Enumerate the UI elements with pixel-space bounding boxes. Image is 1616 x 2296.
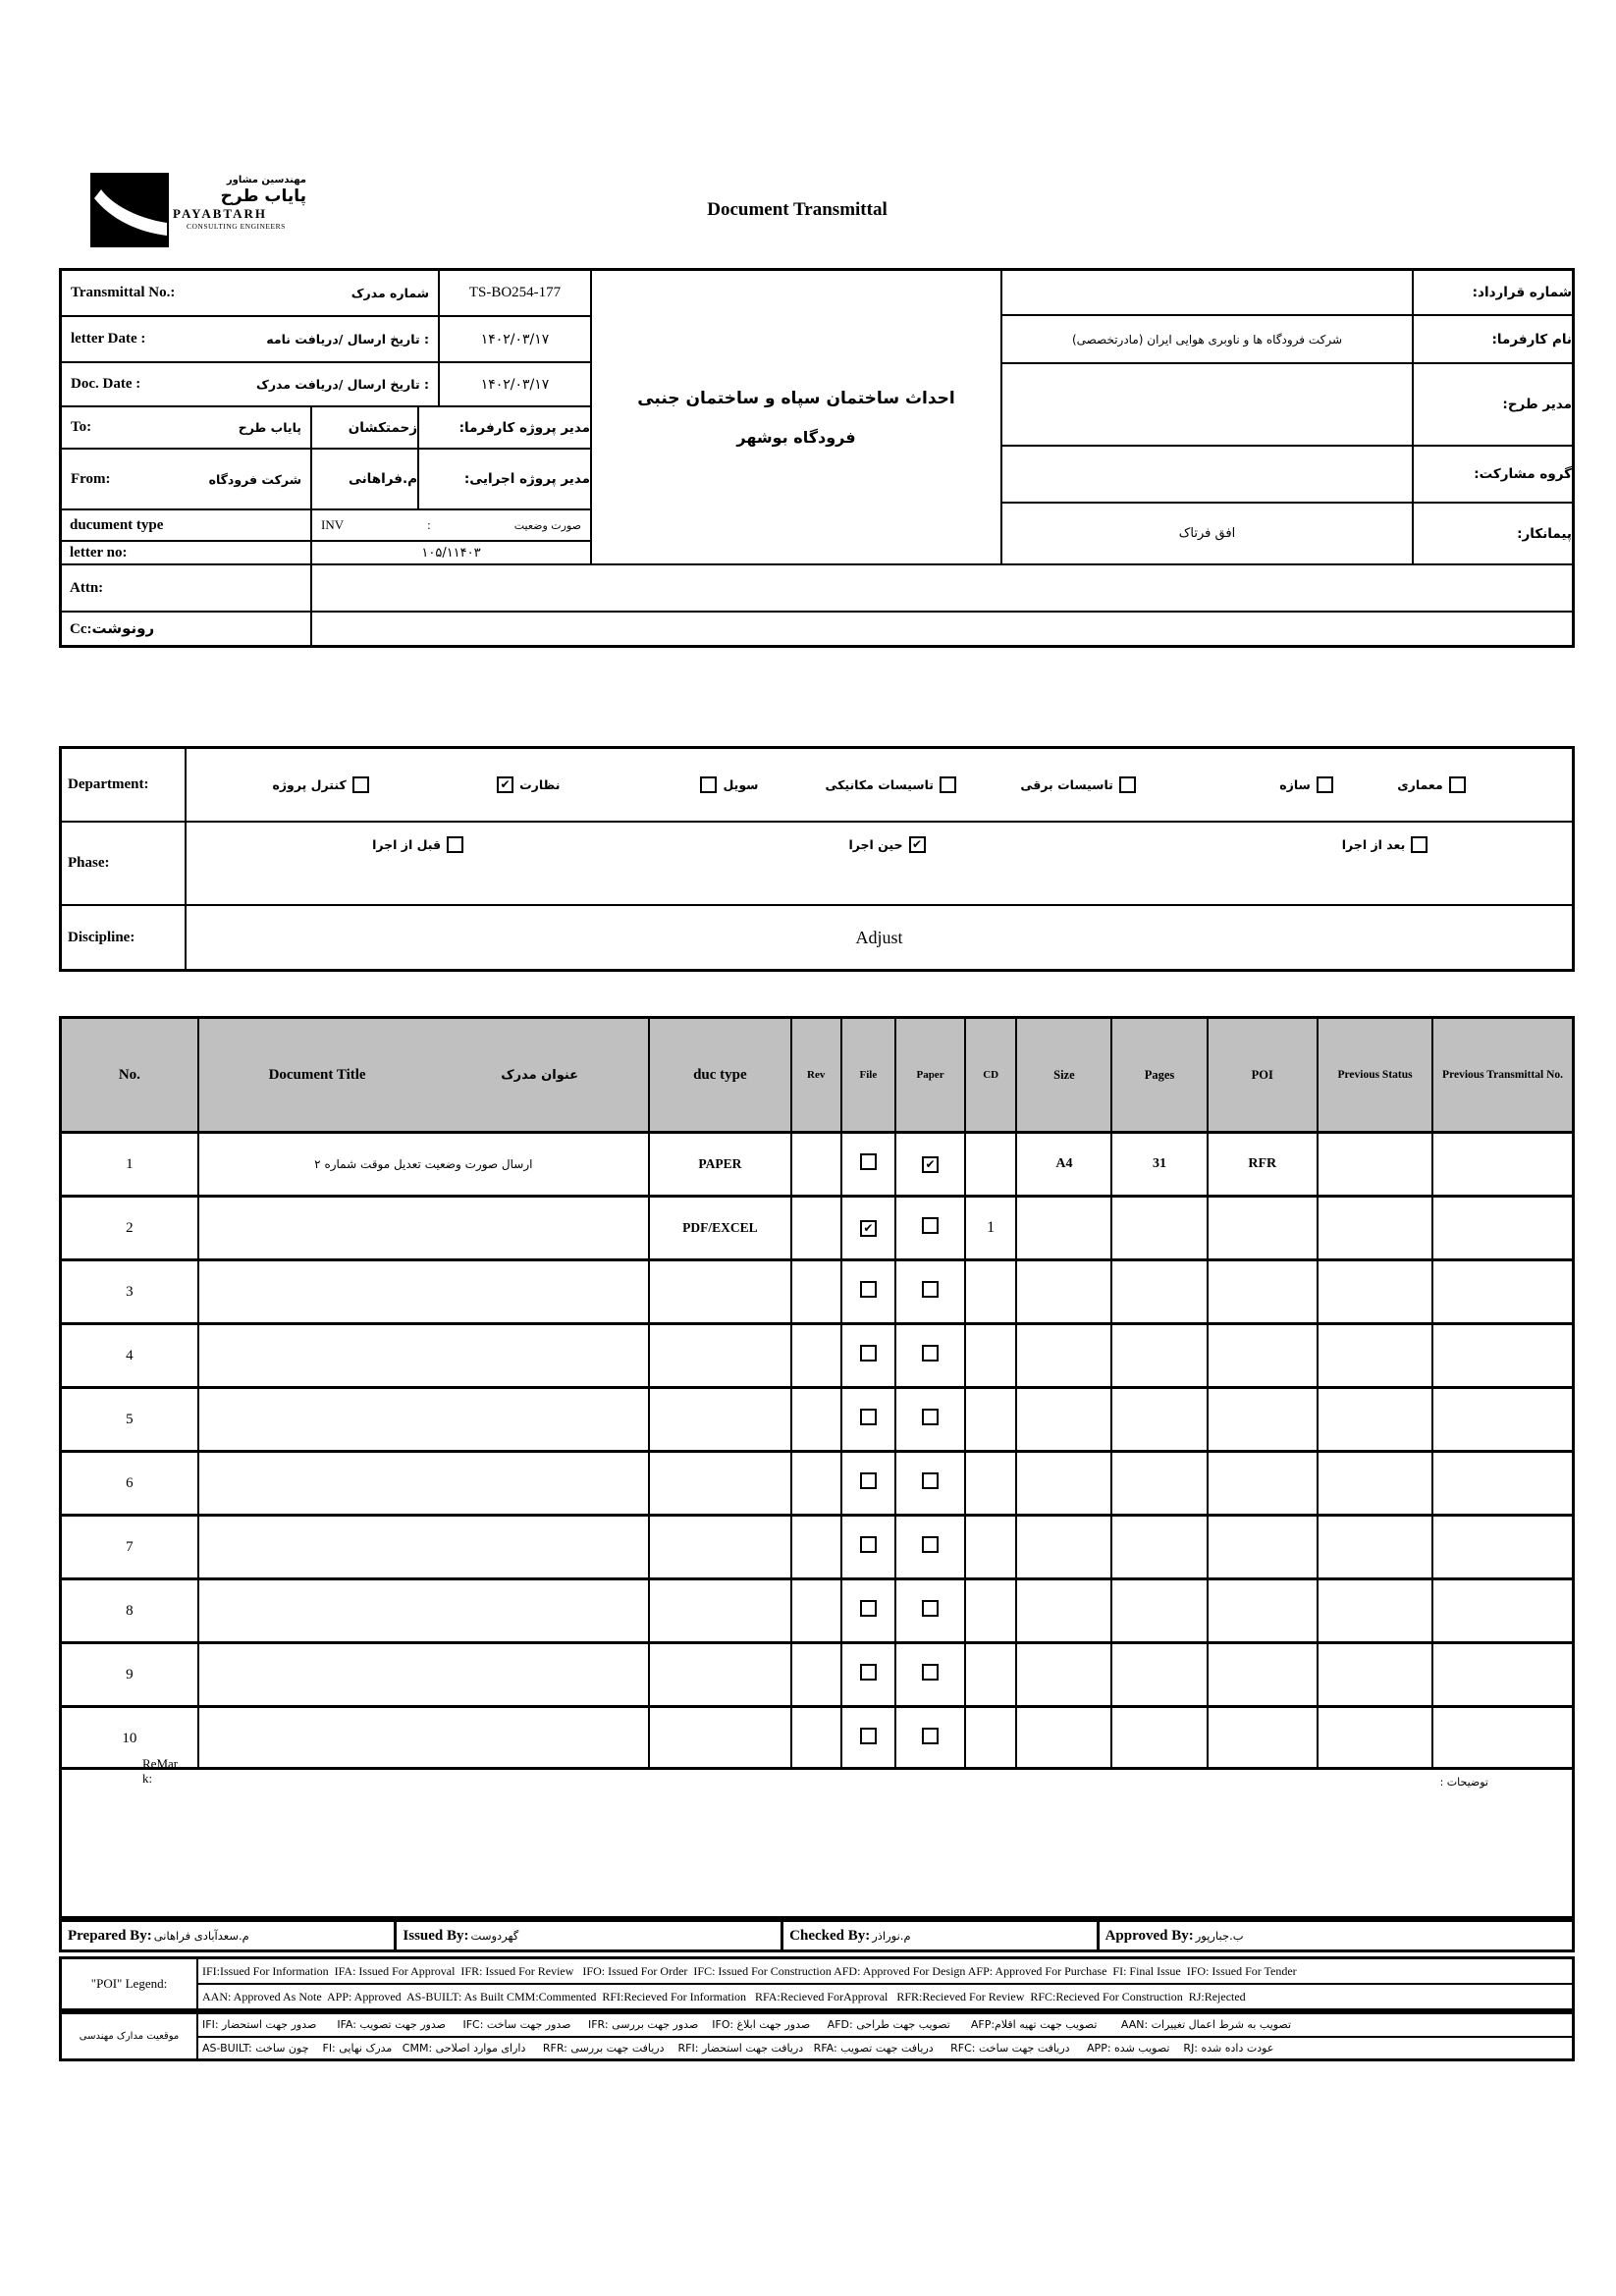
from-role-label: مدیر پروژه اجرایی: bbox=[419, 450, 592, 510]
project-control-checkbox bbox=[352, 776, 369, 793]
paper-checkbox bbox=[922, 1217, 939, 1234]
doc-table-row bbox=[61, 1516, 1574, 1579]
file-checkbox: ✔ bbox=[860, 1220, 877, 1237]
cell-pages bbox=[1111, 1197, 1207, 1260]
department-items-row bbox=[187, 749, 1572, 823]
remark-box bbox=[59, 1756, 1575, 1919]
header-previous-transmittal-no: Previous Transmittal No. bbox=[1432, 1018, 1573, 1133]
dept-item-label: نظارت bbox=[519, 777, 561, 792]
header-title bbox=[198, 1018, 649, 1133]
cell-size bbox=[1016, 1516, 1111, 1579]
dept-item-project-control bbox=[272, 776, 368, 793]
cell-no: 4 bbox=[61, 1324, 198, 1388]
cell-poi bbox=[1208, 1324, 1318, 1388]
cell-duc bbox=[649, 1707, 791, 1771]
cell-rev bbox=[791, 1388, 841, 1452]
cell-file bbox=[841, 1133, 895, 1197]
dept-item-label: کنترل پروژه bbox=[272, 777, 347, 792]
header-rev: Rev bbox=[791, 1018, 841, 1133]
cell-ps bbox=[1318, 1197, 1432, 1260]
cell-rev bbox=[791, 1579, 841, 1643]
cell-no: 6 bbox=[61, 1452, 198, 1516]
structure-checkbox bbox=[1317, 776, 1333, 793]
cell-size bbox=[1016, 1452, 1111, 1516]
cell-paper bbox=[895, 1260, 965, 1324]
client-name-label: نام کارفرما: bbox=[1414, 316, 1572, 364]
to-role-label: مدیر پروژه کارفرما: bbox=[419, 407, 592, 450]
to-cell bbox=[62, 407, 312, 450]
cell-ptn bbox=[1432, 1643, 1573, 1707]
cell-ptn bbox=[1432, 1133, 1573, 1197]
project-title-box bbox=[592, 271, 1002, 565]
cell-cd bbox=[965, 1643, 1016, 1707]
paper-checkbox bbox=[922, 1600, 939, 1617]
letter-no-label-cell bbox=[62, 542, 312, 565]
cell-cd bbox=[965, 1516, 1016, 1579]
cell-poi bbox=[1208, 1452, 1318, 1516]
cell-pages bbox=[1111, 1388, 1207, 1452]
cell-poi bbox=[1208, 1579, 1318, 1643]
cell-paper bbox=[895, 1516, 965, 1579]
prepared-by-cell bbox=[62, 1922, 397, 1949]
fa-legend-box bbox=[59, 2011, 1575, 2061]
paper-checkbox bbox=[922, 1664, 939, 1681]
cell-size: A4 bbox=[1016, 1133, 1111, 1197]
to-value: پایاب طرح bbox=[238, 420, 301, 435]
cell-cd bbox=[965, 1452, 1016, 1516]
cell-size bbox=[1016, 1579, 1111, 1643]
cell-poi: RFR bbox=[1208, 1133, 1318, 1197]
after-execution-checkbox bbox=[1411, 836, 1427, 853]
contractor-label: پیمانکار: bbox=[1414, 504, 1572, 565]
phase-item-label: حین اجرا bbox=[848, 837, 903, 852]
from-label: From: bbox=[71, 470, 111, 487]
mechanical-checkbox bbox=[940, 776, 956, 793]
logo-fa-title: پایاب طرح bbox=[220, 187, 306, 206]
cell-rev bbox=[791, 1133, 841, 1197]
checked-by-name: م.نوراذر bbox=[872, 1929, 911, 1943]
paper-checkbox bbox=[922, 1472, 939, 1489]
discipline-label: Discipline: bbox=[68, 929, 135, 945]
cell-poi bbox=[1208, 1516, 1318, 1579]
paper-checkbox bbox=[922, 1409, 939, 1425]
attn-label-cell bbox=[62, 565, 312, 613]
contract-no-label: شماره قرارداد: bbox=[1414, 271, 1572, 316]
transmittal-no-label-cell bbox=[62, 271, 440, 317]
cell-ps bbox=[1318, 1516, 1432, 1579]
dept-item-architecture bbox=[1397, 776, 1466, 793]
cell-ps bbox=[1318, 1579, 1432, 1643]
cell-ptn bbox=[1432, 1516, 1573, 1579]
cell-rev bbox=[791, 1260, 841, 1324]
file-checkbox bbox=[860, 1409, 877, 1425]
cell-cd bbox=[965, 1707, 1016, 1771]
cell-title: ارسال صورت وضعیت تعدیل موقت شماره ۲ bbox=[198, 1133, 649, 1197]
electrical-checkbox bbox=[1119, 776, 1136, 793]
letter-no-label: letter no: bbox=[70, 544, 128, 561]
cell-file bbox=[841, 1452, 895, 1516]
cell-pages bbox=[1111, 1516, 1207, 1579]
prepared-by-name: م.سعدآبادی فراهانی bbox=[153, 1929, 249, 1943]
dept-item-label: معماری bbox=[1397, 777, 1443, 792]
poi-legend-line2: AAN: Approved As Note APP: Approved AS-BUILT: As Built CMM:Commented RFI:Recieved For Information RFA:Recieved ForApproval RFR:Recieved For Review RFC:Recieved For Construction RJ:Rejected bbox=[202, 1989, 1246, 2003]
cell-poi bbox=[1208, 1260, 1318, 1324]
cell-cd bbox=[965, 1260, 1016, 1324]
document-type-label: ducument type bbox=[70, 516, 164, 533]
paper-checkbox: ✔ bbox=[922, 1156, 939, 1173]
cc-label: Cc:رونوشت bbox=[70, 621, 155, 637]
issued-by-name: گهردوست bbox=[470, 1929, 519, 1943]
cell-duc bbox=[649, 1260, 791, 1324]
file-checkbox bbox=[860, 1600, 877, 1617]
issued-by-label: Issued By: bbox=[403, 1927, 469, 1944]
dept-item-label: تاسیسات مکانیکی bbox=[825, 777, 934, 792]
cc-label-cell bbox=[62, 613, 312, 645]
phase-label: Phase: bbox=[68, 855, 110, 871]
dept-item-civil bbox=[700, 776, 758, 793]
from-cell bbox=[62, 450, 312, 510]
project-title-line1: احداث ساختمان سپاه و ساختمان جنبی bbox=[637, 388, 955, 408]
cell-ps bbox=[1318, 1388, 1432, 1452]
approved-by-cell bbox=[1100, 1922, 1572, 1949]
cell-cd bbox=[965, 1388, 1016, 1452]
approved-by-label: Approved By: bbox=[1104, 1927, 1194, 1944]
cell-rev bbox=[791, 1707, 841, 1771]
phase-label-cell bbox=[62, 823, 187, 906]
cell-title bbox=[198, 1579, 649, 1643]
header-title-en: Document Title bbox=[268, 1066, 366, 1083]
classification-table bbox=[59, 746, 1575, 972]
document-type-value: INV bbox=[321, 517, 345, 532]
cell-title bbox=[198, 1516, 649, 1579]
header-duc-type: duc type bbox=[649, 1018, 791, 1133]
cell-title bbox=[198, 1707, 649, 1771]
doc-table-row bbox=[61, 1388, 1574, 1452]
letter-date-label-cell bbox=[62, 317, 440, 363]
discipline-value: Adjust bbox=[855, 927, 903, 947]
cc-value bbox=[312, 613, 1572, 645]
transmittal-no-label-en: Transmittal No.: bbox=[71, 285, 176, 300]
cell-ptn bbox=[1432, 1452, 1573, 1516]
cell-poi bbox=[1208, 1388, 1318, 1452]
during-execution-checkbox: ✔ bbox=[909, 836, 926, 853]
cell-paper bbox=[895, 1579, 965, 1643]
cell-no: 2 bbox=[61, 1197, 198, 1260]
letter-date-label-en: letter Date : bbox=[71, 331, 146, 347]
attn-label: Attn: bbox=[70, 579, 104, 596]
from-person: م.فراهانی bbox=[312, 450, 419, 510]
header-no: No. bbox=[61, 1018, 198, 1133]
cell-file bbox=[841, 1579, 895, 1643]
department-label-cell bbox=[62, 749, 187, 823]
dept-item-label: سازه bbox=[1279, 777, 1311, 792]
header-poi: POI bbox=[1208, 1018, 1318, 1133]
doc-date-value: ۱۴۰۲/۰۳/۱۷ bbox=[440, 363, 592, 407]
checked-by-cell bbox=[783, 1922, 1099, 1949]
dept-item-label: سویل bbox=[723, 777, 759, 792]
cell-size bbox=[1016, 1707, 1111, 1771]
cell-title bbox=[198, 1388, 649, 1452]
dept-item-mechanical bbox=[825, 776, 956, 793]
document-type-colon: : bbox=[427, 517, 431, 532]
cell-file bbox=[841, 1707, 895, 1771]
checked-by-label: Checked By: bbox=[789, 1927, 871, 1944]
cell-ps bbox=[1318, 1133, 1432, 1197]
contractor-value: افق فرتاک bbox=[1002, 504, 1414, 565]
cell-poi bbox=[1208, 1197, 1318, 1260]
cell-poi bbox=[1208, 1643, 1318, 1707]
document-type-value-cell bbox=[312, 510, 592, 542]
from-value: شرکت فرودگاه bbox=[208, 471, 301, 487]
to-person: زحمتکشان bbox=[312, 407, 419, 450]
signature-row bbox=[59, 1919, 1575, 1952]
logo-en-tagline: CONSULTING ENGINEERS bbox=[187, 222, 286, 231]
cell-paper bbox=[895, 1452, 965, 1516]
phase-item-label: قبل از اجرا bbox=[372, 837, 442, 852]
cell-file bbox=[841, 1516, 895, 1579]
doc-table-row bbox=[61, 1643, 1574, 1707]
cell-no: 7 bbox=[61, 1516, 198, 1579]
phase-item-after bbox=[1342, 836, 1428, 853]
fa-legend-label: موقعیت مدارک مهندسی bbox=[62, 2014, 198, 2058]
file-checkbox bbox=[860, 1472, 877, 1489]
cell-duc bbox=[649, 1324, 791, 1388]
cell-pages bbox=[1111, 1643, 1207, 1707]
header-info-table bbox=[59, 268, 1575, 648]
document-type-value-fa: صورت وضعیت bbox=[513, 518, 581, 532]
cell-file bbox=[841, 1197, 895, 1260]
cell-size bbox=[1016, 1643, 1111, 1707]
header-pages: Pages bbox=[1111, 1018, 1207, 1133]
poi-legend-label: "POI" Legend: bbox=[62, 1959, 198, 2008]
phase-item-label: بعد از اجرا bbox=[1341, 837, 1406, 852]
page-title: Document Transmittal bbox=[707, 199, 888, 220]
dept-item-electrical bbox=[1020, 776, 1135, 793]
cell-rev bbox=[791, 1197, 841, 1260]
cell-paper bbox=[895, 1388, 965, 1452]
client-name-value: شرکت فرودگاه ها و ناوبری هوایی ایران (مادرتخصصی) bbox=[1002, 316, 1414, 364]
cell-pages bbox=[1111, 1260, 1207, 1324]
jv-group-value bbox=[1002, 447, 1414, 504]
cell-duc bbox=[649, 1516, 791, 1579]
cell-cd: 1 bbox=[965, 1197, 1016, 1260]
transmittal-no-value: TS-BO254-177 bbox=[440, 271, 592, 317]
phase-item-during bbox=[848, 836, 925, 853]
dept-item-label: تاسیسات برقی bbox=[1020, 777, 1113, 792]
cell-file bbox=[841, 1388, 895, 1452]
cell-paper bbox=[895, 1324, 965, 1388]
poi-legend-line1: IFI:Issued For Information IFA: Issued For Approval IFR: Issued For Review IFO: Issued For Order IFC: Issued For Construction AFD: Approved For Design AFP: Approved For Purchase FI: Final Issue IFO: Issued For Tender bbox=[198, 1959, 1572, 1985]
documents-table bbox=[59, 1016, 1575, 1772]
remark-label: ReMar k: bbox=[142, 1756, 179, 1786]
cell-ptn bbox=[1432, 1707, 1573, 1771]
cell-paper bbox=[895, 1707, 965, 1771]
cell-title bbox=[198, 1197, 649, 1260]
cell-rev bbox=[791, 1452, 841, 1516]
cell-ptn bbox=[1432, 1260, 1573, 1324]
paper-checkbox bbox=[922, 1728, 939, 1744]
doc-table-row bbox=[61, 1197, 1574, 1260]
cell-size bbox=[1016, 1197, 1111, 1260]
cell-ps bbox=[1318, 1452, 1432, 1516]
cell-cd bbox=[965, 1324, 1016, 1388]
cell-file bbox=[841, 1643, 895, 1707]
cell-size bbox=[1016, 1388, 1111, 1452]
cell-pages bbox=[1111, 1579, 1207, 1643]
before-execution-checkbox bbox=[447, 836, 463, 853]
cell-poi bbox=[1208, 1707, 1318, 1771]
architecture-checkbox bbox=[1449, 776, 1466, 793]
header-size: Size bbox=[1016, 1018, 1111, 1133]
dept-item-structure bbox=[1279, 776, 1333, 793]
cell-title bbox=[198, 1260, 649, 1324]
file-checkbox bbox=[860, 1153, 877, 1170]
cell-duc bbox=[649, 1643, 791, 1707]
cell-size bbox=[1016, 1324, 1111, 1388]
cell-rev bbox=[791, 1643, 841, 1707]
prepared-by-label: Prepared By: bbox=[68, 1927, 152, 1944]
letter-no-value: ۱۰۵/۱۱۴۰۳ bbox=[312, 542, 592, 565]
letter-date-label-fa: تاریخ ارسال /دریافت نامه : bbox=[266, 332, 429, 347]
document-type-label-cell bbox=[62, 510, 312, 542]
paper-checkbox bbox=[922, 1345, 939, 1362]
to-label: To: bbox=[71, 419, 92, 435]
approved-by-name: ب.جبارپور bbox=[1195, 1929, 1244, 1943]
cell-ps bbox=[1318, 1324, 1432, 1388]
cell-no: 9 bbox=[61, 1643, 198, 1707]
cell-ptn bbox=[1432, 1324, 1573, 1388]
doc-table-row bbox=[61, 1452, 1574, 1516]
cell-cd bbox=[965, 1133, 1016, 1197]
cell-title bbox=[198, 1452, 649, 1516]
doc-table-row bbox=[61, 1579, 1574, 1643]
remark-label-fa: توضیحات : bbox=[1439, 1776, 1488, 1789]
file-checkbox bbox=[860, 1664, 877, 1681]
cell-title bbox=[198, 1643, 649, 1707]
supervision-checkbox: ✔ bbox=[497, 776, 513, 793]
file-checkbox bbox=[860, 1345, 877, 1362]
design-manager-label: مدیر طرح: bbox=[1414, 364, 1572, 447]
cell-size bbox=[1016, 1260, 1111, 1324]
cell-rev bbox=[791, 1324, 841, 1388]
header-paper: Paper bbox=[895, 1018, 965, 1133]
cell-ps bbox=[1318, 1707, 1432, 1771]
project-title-line2: فرودگاه بوشهر bbox=[736, 427, 856, 447]
jv-group-label: گروه مشارکت: bbox=[1414, 447, 1572, 504]
cell-pages: 31 bbox=[1111, 1133, 1207, 1197]
cell-duc bbox=[649, 1579, 791, 1643]
cell-no: 5 bbox=[61, 1388, 198, 1452]
poi-legend-box bbox=[59, 1956, 1575, 2011]
header-previous-status: Previous Status bbox=[1318, 1018, 1432, 1133]
cell-paper bbox=[895, 1197, 965, 1260]
cell-pages bbox=[1111, 1452, 1207, 1516]
discipline-label-cell bbox=[62, 906, 187, 969]
cell-no: 1 bbox=[61, 1133, 198, 1197]
header-cd: CD bbox=[965, 1018, 1016, 1133]
cell-ps bbox=[1318, 1260, 1432, 1324]
discipline-value-cell bbox=[187, 906, 1572, 969]
cell-file bbox=[841, 1324, 895, 1388]
doc-table-row bbox=[61, 1707, 1574, 1771]
cell-ps bbox=[1318, 1643, 1432, 1707]
cell-no: 8 bbox=[61, 1579, 198, 1643]
doc-date-label-cell bbox=[62, 363, 440, 407]
cell-cd bbox=[965, 1579, 1016, 1643]
documents-table-header bbox=[61, 1018, 1574, 1133]
contract-no-value bbox=[1002, 271, 1414, 316]
header-file: File bbox=[841, 1018, 895, 1133]
letter-date-value: ۱۴۰۲/۰۳/۱۷ bbox=[440, 317, 592, 363]
transmittal-no-label-fa: شماره مدرک bbox=[350, 286, 429, 300]
file-checkbox bbox=[860, 1728, 877, 1744]
phase-item-before bbox=[372, 836, 463, 853]
design-manager-value bbox=[1002, 364, 1414, 447]
cell-duc bbox=[649, 1452, 791, 1516]
cell-no: 10 bbox=[61, 1707, 198, 1771]
cell-ptn bbox=[1432, 1388, 1573, 1452]
cell-duc: PAPER bbox=[649, 1133, 791, 1197]
cell-ptn bbox=[1432, 1197, 1573, 1260]
doc-table-row bbox=[61, 1324, 1574, 1388]
file-checkbox bbox=[860, 1281, 877, 1298]
paper-checkbox bbox=[922, 1536, 939, 1553]
file-checkbox bbox=[860, 1536, 877, 1553]
dept-item-supervision bbox=[497, 776, 560, 793]
cell-file bbox=[841, 1260, 895, 1324]
doc-date-label-fa: تاریخ ارسال /دریافت مدرک : bbox=[256, 377, 429, 392]
department-label: Department: bbox=[68, 776, 149, 792]
cell-paper bbox=[895, 1643, 965, 1707]
doc-date-label-en: Doc. Date : bbox=[71, 376, 141, 392]
logo-en-name: PAYABTARH bbox=[173, 206, 268, 221]
cell-no: 3 bbox=[61, 1260, 198, 1324]
paper-checkbox bbox=[922, 1281, 939, 1298]
attn-value bbox=[312, 565, 1572, 613]
issued-by-cell bbox=[397, 1922, 783, 1949]
civil-checkbox bbox=[700, 776, 717, 793]
fa-legend-line1: IFI: صدور جهت استحضار IFA: صدور جهت تصویب IFC: صدور جهت ساخت IFR: صدور جهت بررسی IFO: صدور جهت ابلاغ AFD: تصویب جهت طراحی AFP:تصویب جهت تهیه اقلام AAN: تصویب به شرط اعمال تغییرات bbox=[198, 2014, 1572, 2038]
cell-ptn bbox=[1432, 1579, 1573, 1643]
doc-table-row bbox=[61, 1133, 1574, 1197]
header-title-fa: عنوان مدرک bbox=[501, 1067, 579, 1083]
cell-duc bbox=[649, 1388, 791, 1452]
cell-pages bbox=[1111, 1707, 1207, 1771]
doc-table-row bbox=[61, 1260, 1574, 1324]
phase-items-row bbox=[187, 823, 1572, 906]
cell-rev bbox=[791, 1516, 841, 1579]
cell-pages bbox=[1111, 1324, 1207, 1388]
cell-title bbox=[198, 1324, 649, 1388]
cell-duc: PDF/EXCEL bbox=[649, 1197, 791, 1260]
fa-legend-line2: AS-BUILT: چون ساخت FI: مدرک نهایی CMM: دارای موارد اصلاحی RFR: دریافت جهت بررسی RFI: دریافت جهت استحضار RFA: دریافت جهت تصویب RFC: دریافت جهت ساخت APP: تصویب شده RJ: عودت داده شده bbox=[202, 2041, 1274, 2055]
cell-paper bbox=[895, 1133, 965, 1197]
logo-fa-subtitle: مهندسین مشاور bbox=[226, 175, 306, 186]
